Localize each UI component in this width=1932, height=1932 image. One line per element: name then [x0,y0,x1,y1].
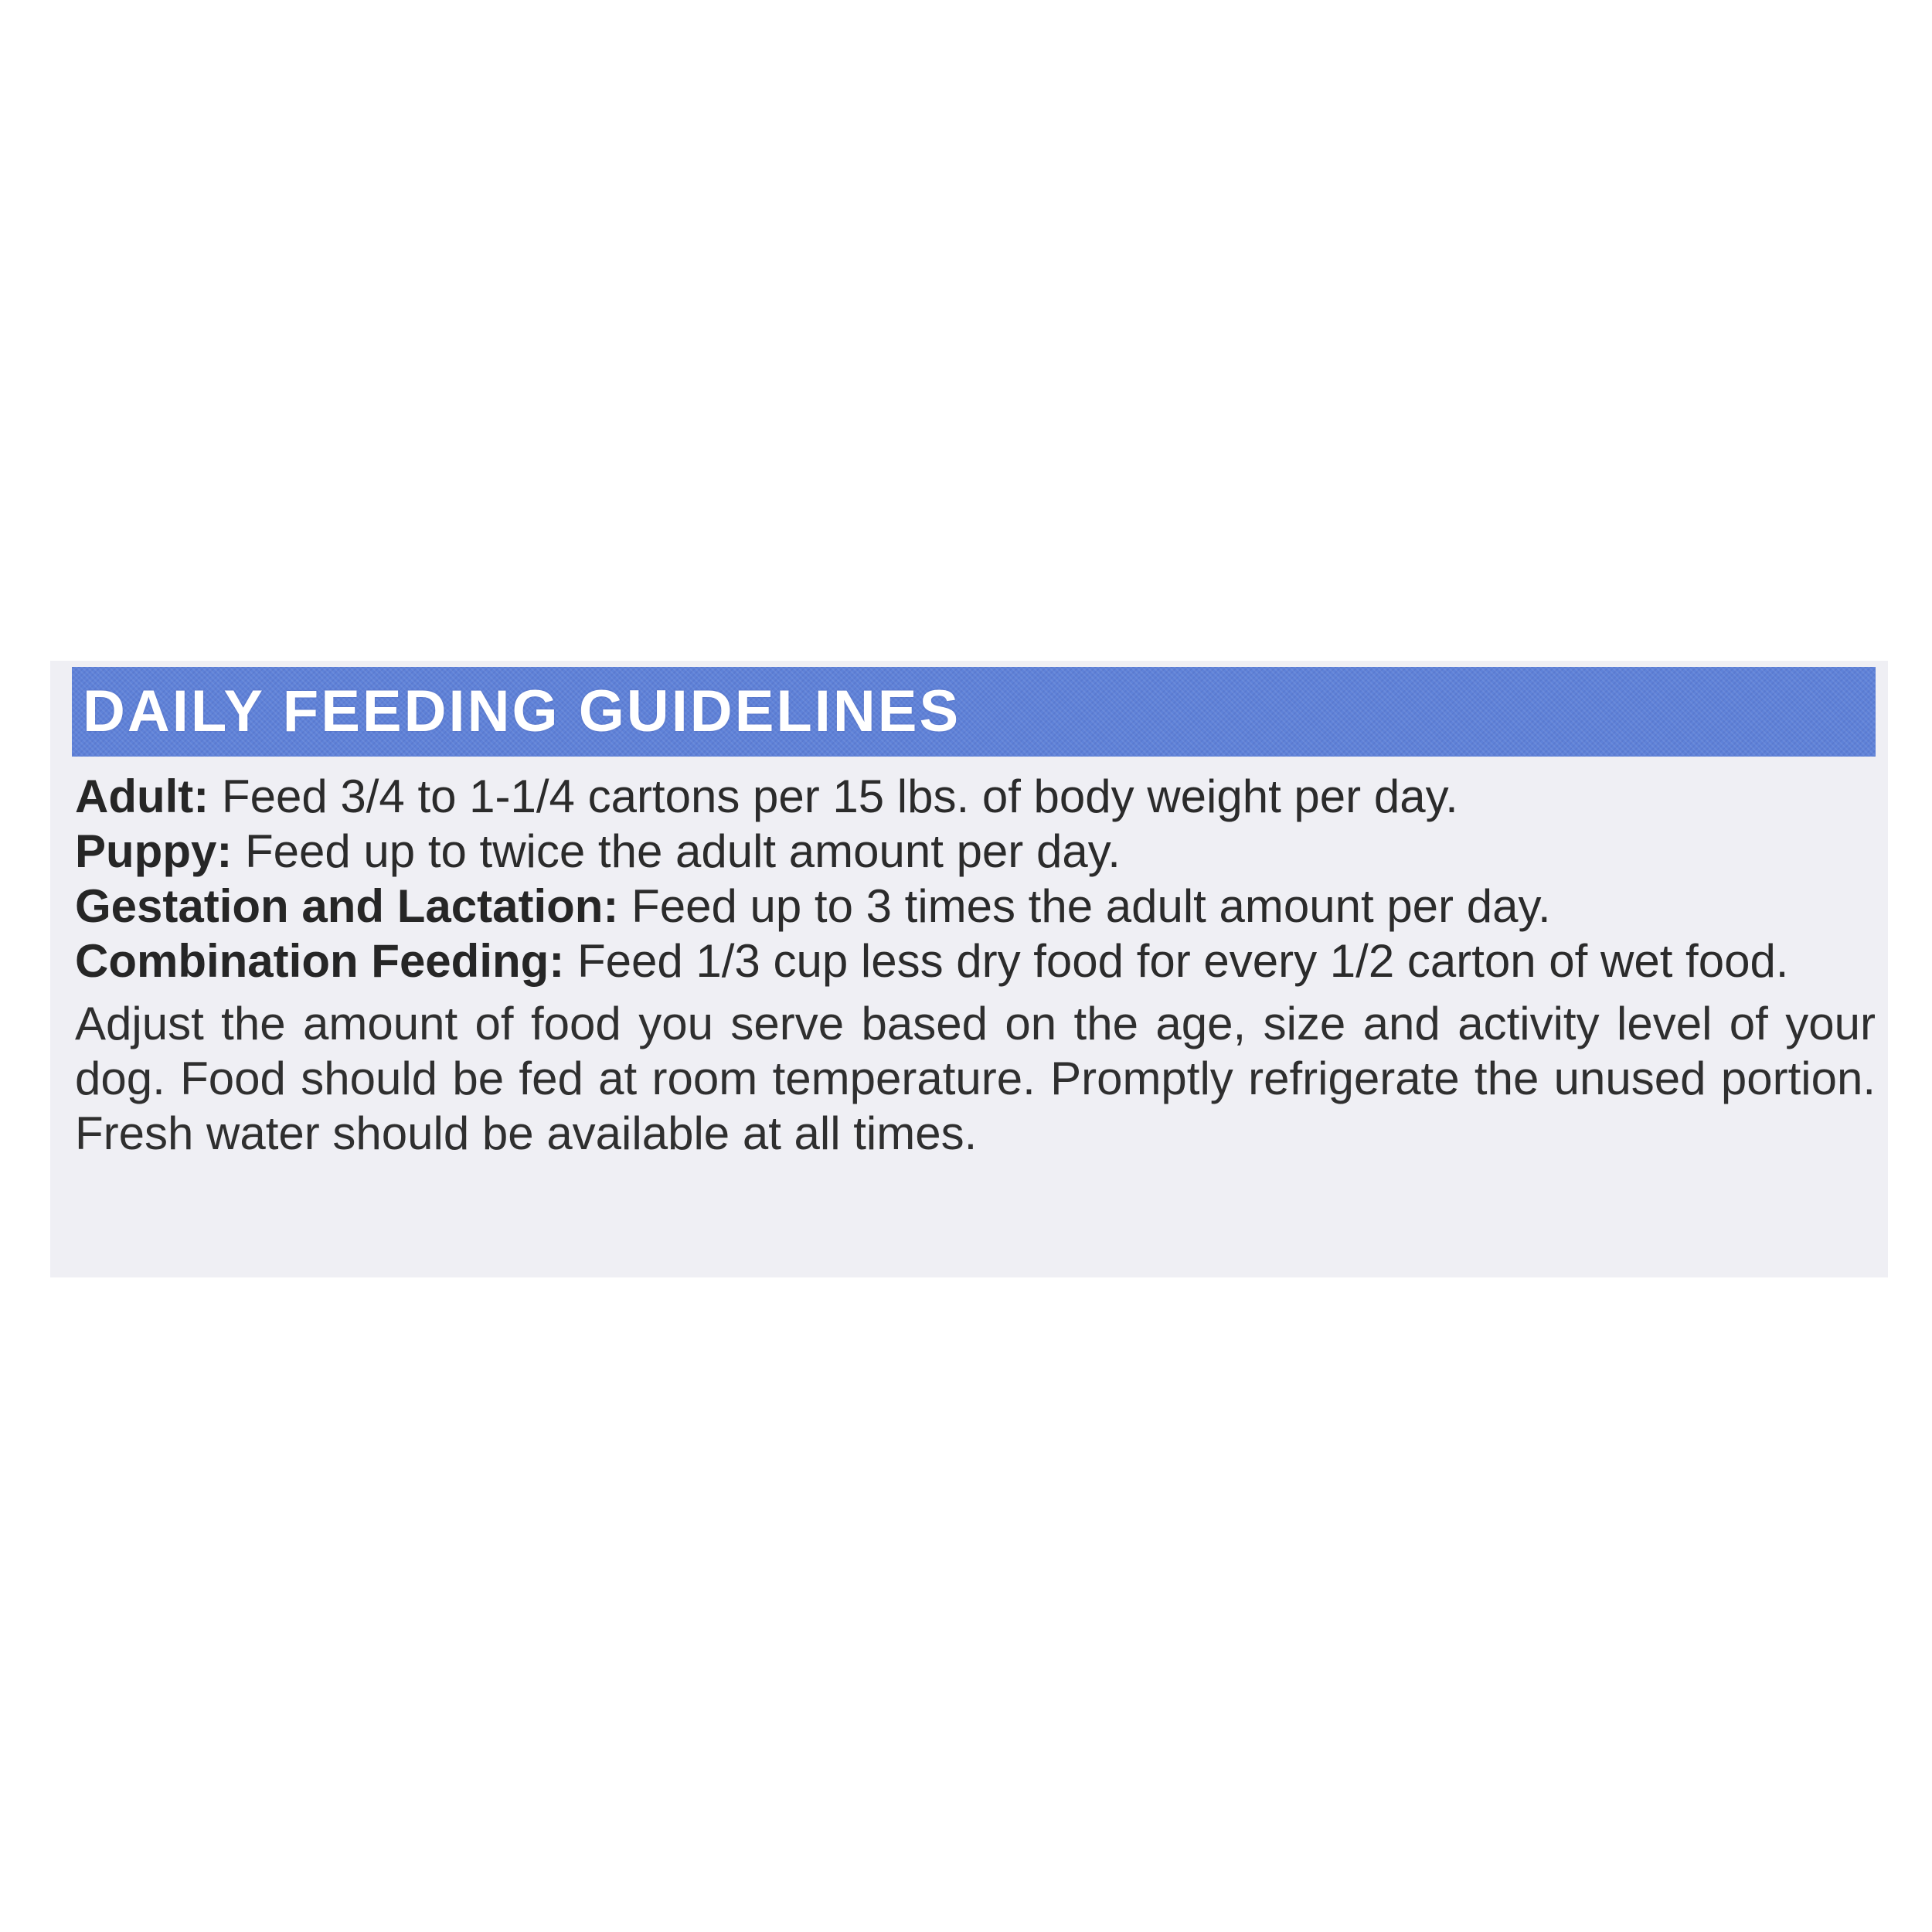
guideline-puppy [75,824,1876,879]
guideline-label: Adult: [75,770,209,822]
feeding-guidelines-panel [50,661,1888,1277]
header-bar [72,667,1876,757]
guideline-label: Gestation and Lactation: [75,880,619,932]
guidelines-body [75,769,1876,1161]
guideline-label: Combination Feeding: [75,935,565,987]
guideline-gestation-lactation [75,879,1876,934]
feeding-note: Adjust the amount of food you serve based on the age, size and activity level of your dog. Food should be fed at room temperature. Promptly refrigerate the unused portion. Fresh water should be available at all times. [75,998,1876,1159]
guideline-adult [75,769,1876,824]
guideline-text: Feed 3/4 to 1-1/4 cartons per 15 lbs. of body weight per day. [209,770,1458,822]
guideline-text: Feed up to 3 times the adult amount per day. [618,880,1551,932]
panel-title: DAILY FEEDING GUIDELINES [83,679,961,744]
guideline-text: Feed 1/3 cup less dry food for every 1/2 carton of wet food. [564,935,1789,987]
guideline-combination-feeding [75,934,1876,988]
guideline-label: Puppy: [75,825,233,877]
guideline-text: Feed up to twice the adult amount per day. [232,825,1121,877]
